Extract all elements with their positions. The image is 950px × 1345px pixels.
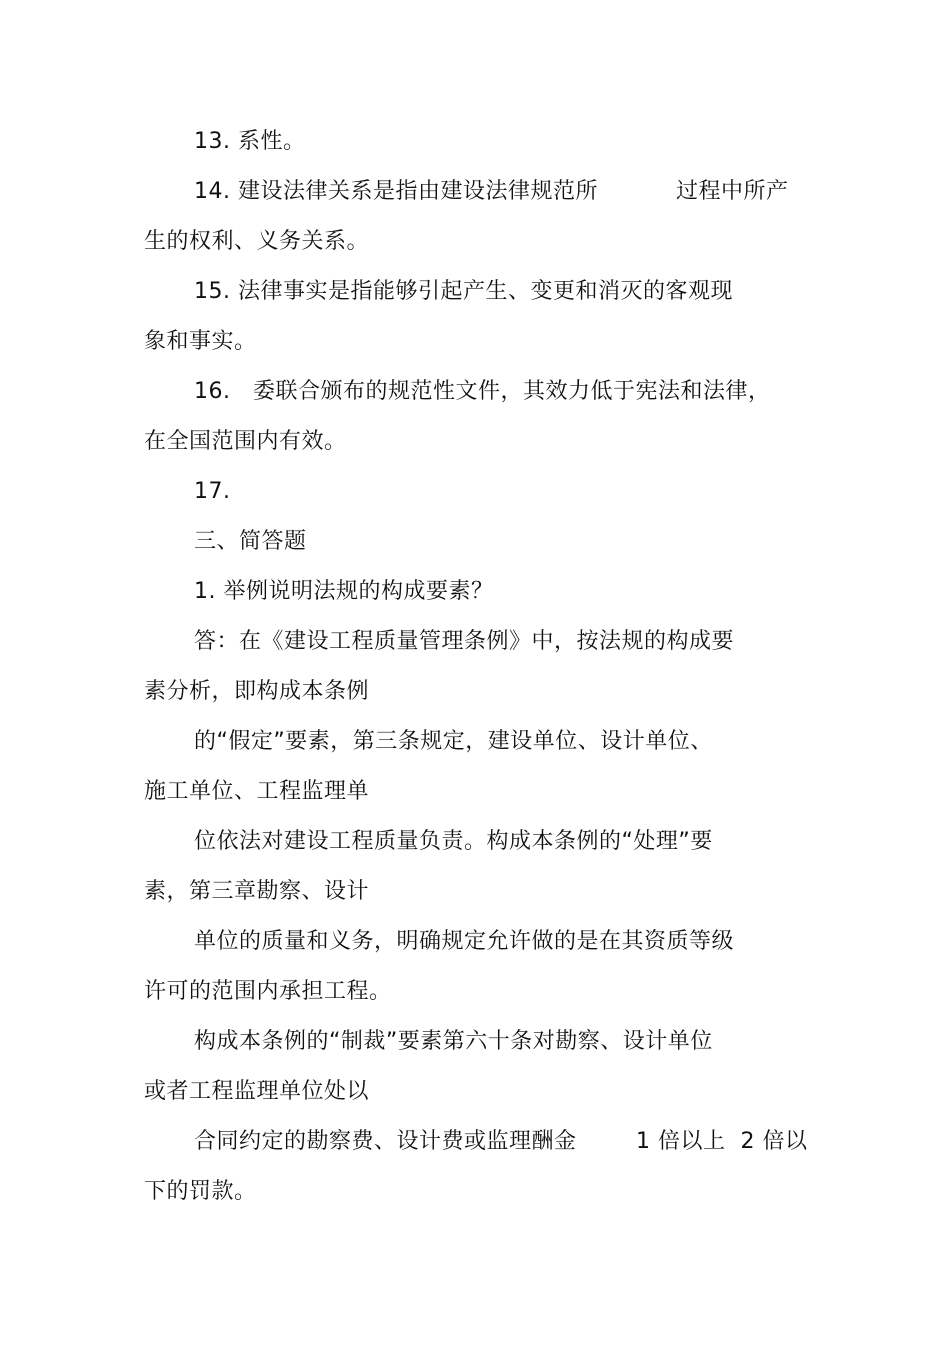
answer-line: 构成本条例的“制裁”要素第六十条对勘察、设计单位 [194, 1029, 713, 1054]
answer-line: 施工单位、工程监理单 [144, 779, 370, 804]
answer-line: 单位的质量和义务，明确规定允许做的是在其资质等级 [194, 929, 735, 954]
item-14-cont: 生的权利、义务关系。 [144, 229, 370, 254]
question-1: 1. 举例说明法规的构成要素？ [194, 579, 494, 604]
answer-line: 或者工程监理单位处以 [144, 1079, 370, 1104]
item-15-cont: 象和事实。 [144, 329, 257, 354]
item-14-part1: 14. 建设法律关系是指由建设法律规范所 [194, 179, 598, 204]
answer-line-fine: 1 倍以上 2 倍以 [636, 1129, 808, 1154]
section-heading: 三、简答题 [194, 529, 307, 554]
item-17: 17. [194, 479, 231, 504]
item-13: 13. 系性。 [194, 129, 306, 154]
answer-line: 合同约定的勘察费、设计费或监理酬金 [194, 1129, 577, 1154]
item-15: 15. 法律事实是指能够引起产生、变更和消灭的客观现 [194, 279, 733, 304]
answer-line: 下的罚款。 [144, 1179, 257, 1204]
answer-line: 素分析，即构成本条例 [144, 679, 370, 704]
answer-line: 素，第三章勘察、设计 [144, 879, 370, 904]
item-14-part2: 过程中所产 [676, 179, 789, 204]
item-16: 16. 委联合颁布的规范性文件，其效力低于宪法和法律， [194, 379, 771, 404]
answer-line: 许可的范围内承担工程。 [144, 979, 392, 1004]
item-16-cont: 在全国范围内有效。 [144, 429, 347, 454]
answer-line: 位依法对建设工程质量负责。构成本条例的“处理”要 [194, 829, 713, 854]
answer-line: 答：在《建设工程质量管理条例》中，按法规的构成要 [194, 629, 735, 654]
answer-line: 的“假定”要素，第三条规定，建设单位、设计单位、 [194, 729, 713, 754]
